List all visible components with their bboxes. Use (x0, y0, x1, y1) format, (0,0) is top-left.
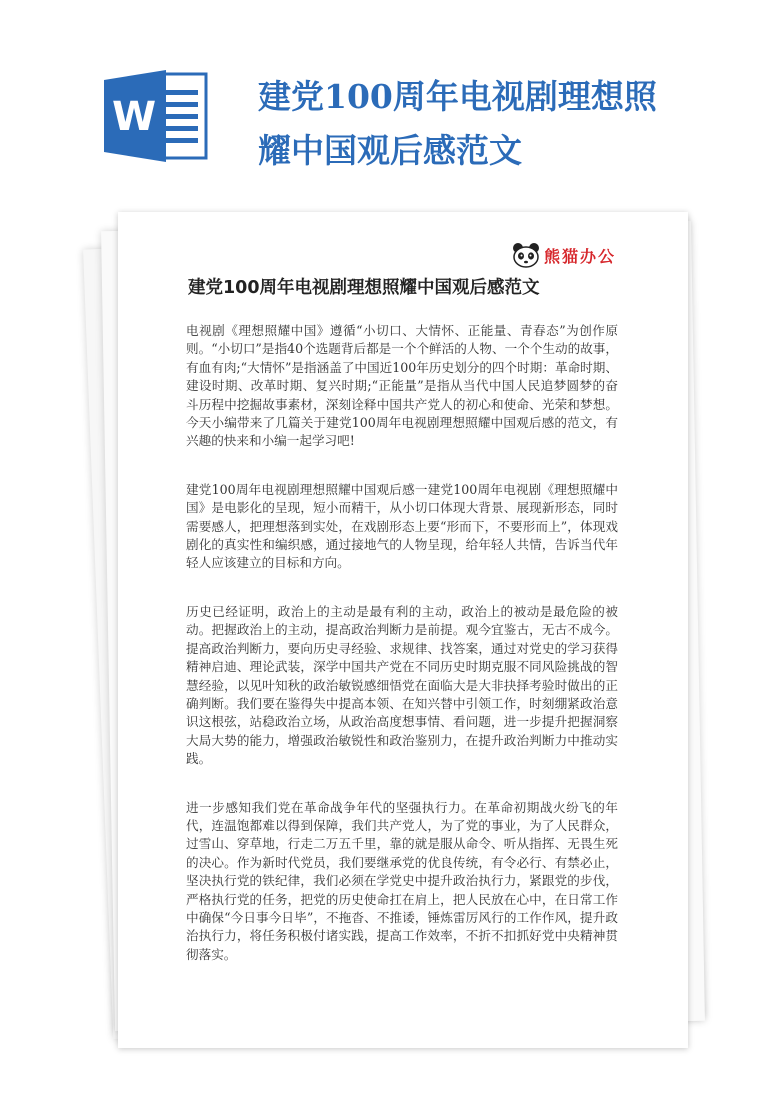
word-document-icon (100, 68, 210, 164)
paragraph: 建党100周年电视剧理想照耀中国观后感一建党100周年电视剧《理想照耀中国》是电影化的呈现，短小而精干，从小切口体现大背景、展现新形态，同时需要感人，把理想落到实处，在戏剧形态上要“形而下，不要形而上”，体现戏剧化的真实性和编织感，通过接地气的人物呈现，给年轻人共情，告诉当代年轻人应该建立的目标和方向。 (186, 481, 618, 571)
document-body (186, 322, 618, 994)
panda-icon (512, 242, 540, 268)
paragraph: 历史已经证明，政治上的主动是最有利的主动，政治上的被动是最危险的被动。把握政治上的主动，提高政治判断力是前提。观今宜鉴古，无古不成今。提高政治判断力，要向历史寻经验、求规律、找答案，通过对党史的学习获得精神启迪、理论武装，深学中国共产党在不同历史时期克服不同风险挑战的智慧经验，以见叶知秋的政治敏锐感细悟党在面临大是大非抉择考验时做出的正确判断。我们要在鉴得失中提高本领、在知兴替中引领工作，时刻绷紧政治意识这根弦，站稳政治立场，从政治高度想事情、看问题，进一步提升把握洞察大局大势的能力，增强政治敏锐性和政治鉴别力，在提升政治判断力中推动实践。 (186, 603, 618, 767)
brand-logo-text: 熊猫办公 (543, 246, 616, 266)
brand-logo (512, 242, 616, 268)
page-title: 建党100周年电视剧理想照耀中国观后感范文 (258, 77, 657, 170)
paragraph: 电视剧《理想照耀中国》遵循“小切口、大情怀、正能量、青春态”为创作原则。“小切口”是指40个选题背后都是一个个鲜活的人物、一个个生动的故事，有血有肉;“大情怀”是指涵盖了中国近100年历史划分的四个时期：革命时期、建设时期、改革时期、复兴时期;“正能量”是指从当代中国人民追梦圆梦的奋斗历程中挖掘故事素材，深刻诠释中国共产党人的初心和使命、光荣和梦想。今天小编带来了几篇关于建党100周年电视剧理想照耀中国观后感的范文，有兴趣的快来和小编一起学习吧! (186, 323, 618, 449)
svg-text:W: W (111, 94, 157, 140)
paragraph: 进一步感知我们党在革命战争年代的坚强执行力。在革命初期战火纷飞的年代，连温饱都难以得到保障，我们共产党人，为了党的事业，为了人民群众，过雪山、穿草地，行走二万五千里，靠的就是服从命令、听从指挥、无畏生死的决心。作为新时代党员，我们要继承党的优良传统，有令必行、有禁必止，坚决执行党的铁纪律，我们必须在学党史中提升政治执行力，紧跟党的步伐，严格执行党的任务，把党的历史使命扛在肩上，把人民放在心中，在日常工作中确保“今日事今日毕”，不拖沓、不推诿，锤炼雷厉风行的工作作风，提升政治执行力，将任务积极付诸实践，提高工作效率，不折不扣抓好党中央精神贯彻落实。 (186, 799, 618, 962)
document-page (118, 212, 688, 1048)
document-title: 建党100周年电视剧理想照耀中国观后感范文 (188, 278, 540, 298)
